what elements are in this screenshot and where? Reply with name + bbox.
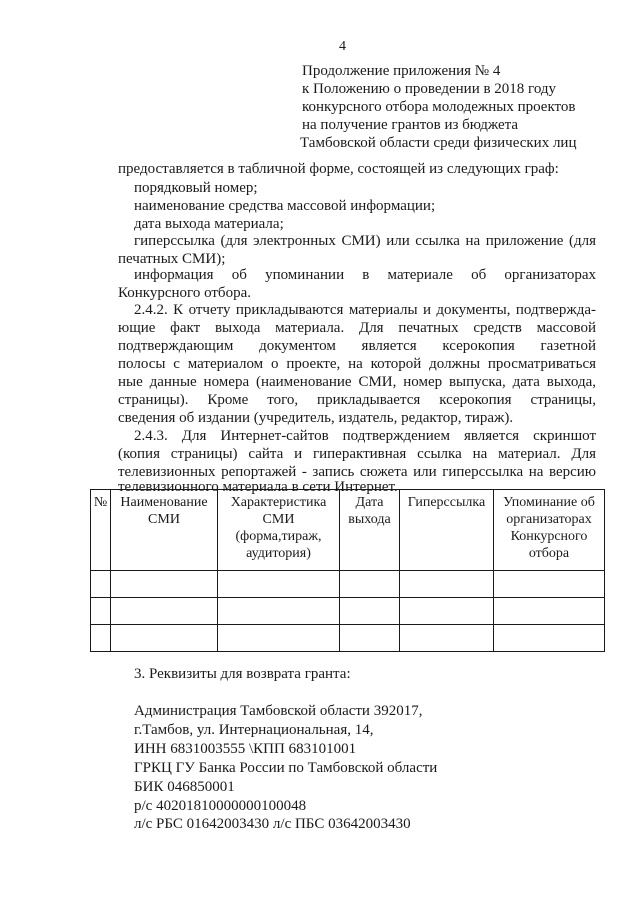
requisites-line: г.Тамбов, ул. Интернациональная, 14, bbox=[134, 722, 374, 738]
column-header-media-characteristics: Характеристика СМИ (форма,тираж, аудитория) bbox=[218, 490, 340, 571]
table-cell bbox=[340, 598, 400, 625]
table-cell bbox=[494, 571, 605, 598]
paragraph-line: подтверждающим документом является ксерокопия газетной bbox=[118, 338, 596, 354]
list-item: наименование средства массовой информации; bbox=[134, 198, 436, 214]
paragraph-line: ные данные номера (наименование СМИ, номер выпуска, дата выхода, bbox=[118, 374, 596, 390]
paragraph-line: телевизионных репортажей - запись сюжета или гиперссылка на версию bbox=[118, 464, 596, 480]
column-header-hyperlink: Гиперссылка bbox=[400, 490, 494, 571]
table-cell bbox=[494, 598, 605, 625]
intro-line: предоставляется в табличной форме, состоящей из следующих граф: bbox=[118, 161, 559, 177]
table-cell bbox=[218, 571, 340, 598]
column-header-organizer-mention: Упоминание об организаторах Конкурсного отбора bbox=[494, 490, 605, 571]
paragraph-line: телевизионного материала в сети Интернет. bbox=[118, 479, 398, 495]
table-cell bbox=[494, 625, 605, 652]
list-item: гиперссылка (для электронных СМИ) или ссылка на приложение (для bbox=[134, 233, 596, 249]
list-item-continuation: Конкурсного отбора. bbox=[118, 285, 251, 301]
list-item: информация об упоминании в материале об организаторах bbox=[134, 267, 596, 283]
section-3-title: 3. Реквизиты для возврата гранта: bbox=[134, 666, 351, 682]
header-line: Тамбовской области среди физических лиц bbox=[300, 135, 577, 151]
table-cell bbox=[400, 625, 494, 652]
paragraph-line: ющие факт выхода материала. Для печатных средств массовой bbox=[118, 320, 596, 336]
paragraph-line: сведения об издании (учредитель, издатель, редактор, тираж). bbox=[118, 410, 514, 426]
requisites-line: ИНН 6831003555 \КПП 683101001 bbox=[134, 741, 357, 757]
table-cell bbox=[218, 598, 340, 625]
paragraph-line: 2.4.3. Для Интернет-сайтов подтверждением является скриншот bbox=[134, 428, 596, 444]
media-report-table bbox=[90, 489, 605, 652]
header-line: конкурсного отбора молодежных проектов bbox=[302, 99, 576, 115]
table-cell bbox=[340, 625, 400, 652]
requisites-line: Администрация Тамбовской области 392017, bbox=[134, 703, 423, 719]
table-cell bbox=[218, 625, 340, 652]
paragraph-line: (копия страницы) сайта и гиперактивная ссылка на материал. Для bbox=[118, 446, 596, 462]
requisites-line: ГРКЦ ГУ Банка России по Тамбовской области bbox=[134, 760, 438, 776]
header-line: Продолжение приложения № 4 bbox=[302, 63, 501, 79]
table-cell bbox=[400, 571, 494, 598]
paragraph-line: полосы с материалом о проекте, на которой должны просматриваться bbox=[118, 356, 596, 372]
table-header-row bbox=[91, 490, 605, 571]
requisites-line: БИК 046850001 bbox=[134, 779, 235, 795]
column-header-number: № bbox=[91, 490, 111, 571]
list-item: порядковый номер; bbox=[134, 180, 258, 196]
table-row bbox=[91, 571, 605, 598]
table-cell bbox=[111, 598, 218, 625]
table-row bbox=[91, 598, 605, 625]
table-cell bbox=[340, 571, 400, 598]
table-row bbox=[91, 625, 605, 652]
list-item-continuation: печатных СМИ); bbox=[118, 251, 226, 267]
list-item: дата выхода материала; bbox=[134, 216, 284, 232]
paragraph-line: страницы). Кроме того, прикладывается ксерокопия страницы, bbox=[118, 392, 596, 408]
table-cell bbox=[91, 598, 111, 625]
header-line: к Положению о проведении в 2018 году bbox=[302, 81, 557, 97]
table-cell bbox=[111, 625, 218, 652]
table-cell bbox=[400, 598, 494, 625]
table-cell bbox=[91, 571, 111, 598]
table-cell bbox=[111, 571, 218, 598]
requisites-line: л/с РБС 01642003430 л/с ПБС 03642003430 bbox=[134, 816, 411, 832]
page-number: 4 bbox=[339, 39, 346, 54]
header-line: на получение грантов из бюджета bbox=[302, 117, 519, 133]
requisites-line: р/с 40201810000000100048 bbox=[134, 798, 307, 814]
column-header-release-date: Дата выхода bbox=[340, 490, 400, 571]
table-cell bbox=[91, 625, 111, 652]
paragraph-line: 2.4.2. К отчету прикладываются материалы и документы, подтвержда- bbox=[134, 302, 596, 318]
column-header-media-name: Наименование СМИ bbox=[111, 490, 218, 571]
